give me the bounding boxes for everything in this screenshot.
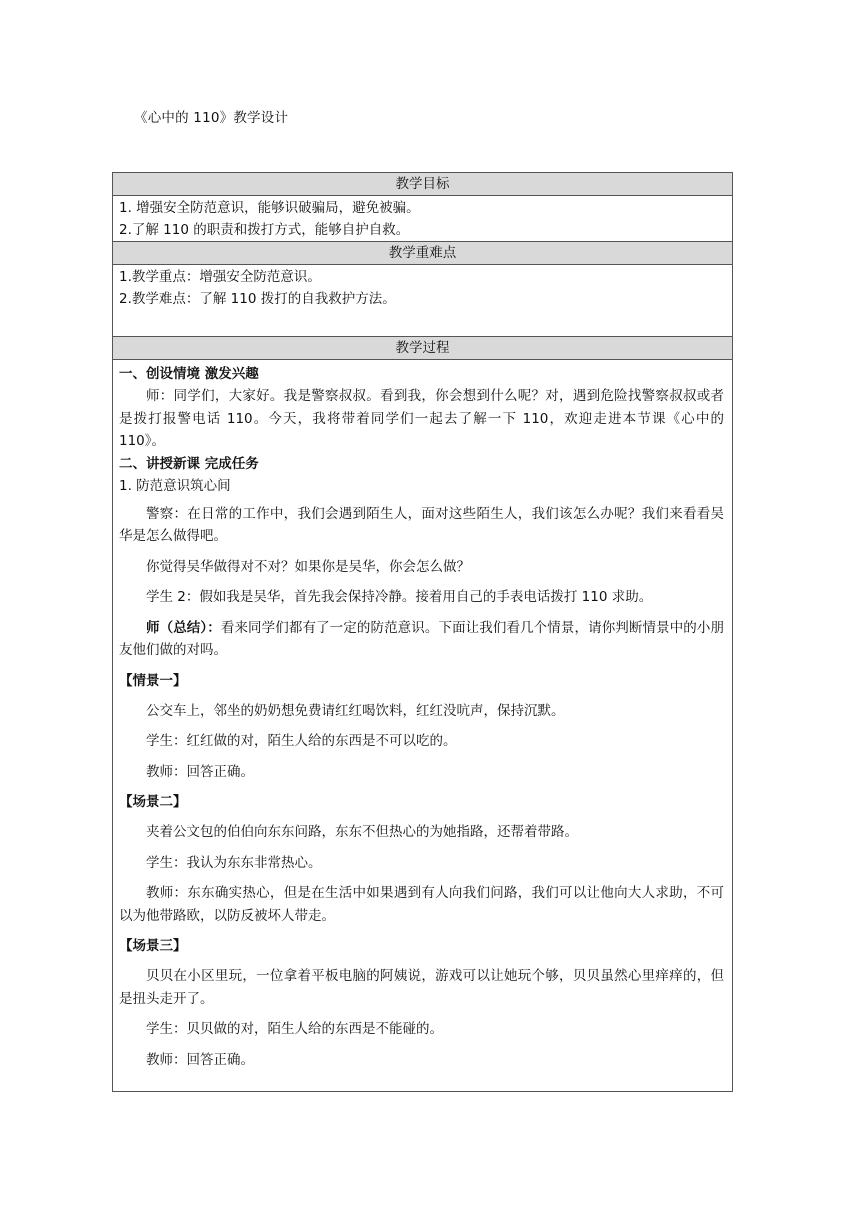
intro-paragraph: 师：同学们，大家好。我是警察叔叔。看到我，你会想到什么呢？对，遇到危险找警察叔叔或者是拨打报警电话 110。今天，我将带着同学们一起去了解一下 110，欢迎走进本节课《心中的 110》。 bbox=[119, 388, 724, 449]
paragraph: 你觉得吴华做得对不对？如果你是吴华，你会怎么做？ bbox=[146, 558, 470, 575]
section-heading: 一、创设情境 激发兴趣 bbox=[119, 366, 259, 382]
summary-label: 师（总结）： bbox=[146, 619, 221, 636]
paragraph: 学生 2：假如我是吴华，首先我会保持冷静。接着用自己的手表电话拨打 110 求助。 bbox=[146, 589, 653, 605]
key-points-section bbox=[113, 265, 732, 337]
goal-item: 2.了解 110 的职责和拨打方式，能够自护自救。 bbox=[119, 222, 410, 238]
scene-story: 贝贝在小区里玩，一位拿着平板电脑的阿姨说，游戏可以让她玩个够，贝贝虽然心里痒痒的，但是扭头走开了。 bbox=[119, 968, 724, 1007]
key-points-header: 教学重难点 bbox=[113, 242, 732, 265]
lesson-plan-table bbox=[112, 172, 733, 1092]
summary-paragraph bbox=[119, 617, 724, 662]
scene-story: 夹着公文包的伯伯向东东问路，东东不但热心的为她指路，还帮着带路。 bbox=[146, 824, 578, 840]
summary-text: 看来同学们都有了一定的防范意识。下面让我们看几个情景，请你判断情景中的小朋友他们做的对吗。 bbox=[119, 619, 725, 658]
paragraph: 警察：在日常的工作中，我们会遇到陌生人，面对这些陌生人，我们该怎么办呢？我们来看看吴华是怎么做得吧。 bbox=[119, 505, 724, 544]
scene-label: 【场景三】 bbox=[119, 938, 187, 954]
scene-student: 学生：贝贝做的对，陌生人给的东西是不能碰的。 bbox=[146, 1021, 443, 1037]
document-title: 《心中的 110》教学设计 bbox=[134, 110, 289, 126]
key-point-item: 1.教学重点：增强安全防范意识。 bbox=[119, 269, 321, 285]
scene-teacher: 教师：东东确实热心，但是在生活中如果遇到有人向我们问路，我们可以让他向大人求助，不可以为他带路欧，以防反被坏人带走。 bbox=[119, 885, 724, 924]
scene-teacher: 教师：回答正确。 bbox=[146, 1051, 254, 1068]
goal-item: 1. 增强安全防范意识，能够识破骗局，避免被骗。 bbox=[119, 200, 420, 216]
process-header: 教学过程 bbox=[113, 337, 732, 360]
process-section bbox=[113, 360, 732, 1091]
scene-label: 【情景一】 bbox=[119, 672, 187, 689]
goals-section bbox=[113, 196, 732, 242]
scene-label: 【场景二】 bbox=[119, 794, 187, 810]
scene-student: 学生：红红做的对，陌生人给的东西是不可以吃的。 bbox=[146, 733, 457, 749]
key-point-item: 2.教学难点：了解 110 拨打的自我救护方法。 bbox=[119, 291, 396, 307]
goals-header: 教学目标 bbox=[113, 173, 732, 196]
subsection-heading: 1. 防范意识筑心间 bbox=[119, 477, 231, 494]
section-heading: 二、讲授新课 完成任务 bbox=[119, 455, 259, 472]
scene-teacher: 教师：回答正确。 bbox=[146, 763, 254, 780]
scene-story: 公交车上，邻坐的奶奶想免费请红红喝饮料，红红没吭声，保持沉默。 bbox=[146, 702, 565, 719]
scene-student: 学生：我认为东东非常热心。 bbox=[146, 854, 322, 871]
